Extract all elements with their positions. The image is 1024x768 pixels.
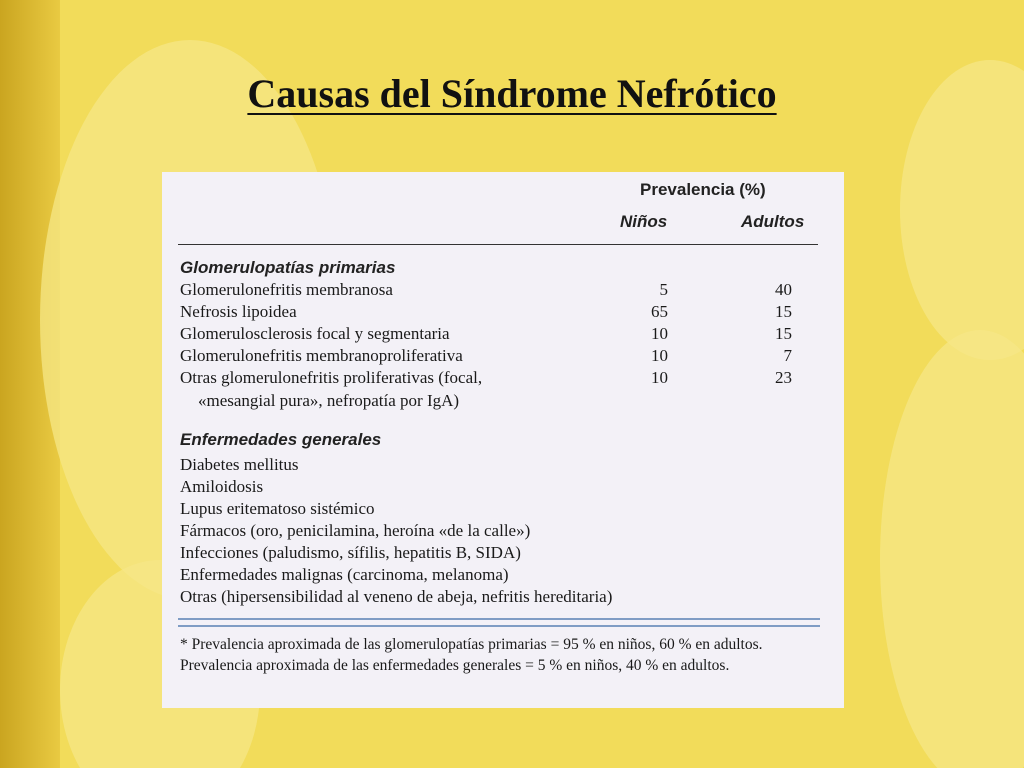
row-children-value: 10	[651, 324, 668, 343]
row-label: Diabetes mellitus	[180, 455, 299, 474]
table-row	[180, 301, 824, 322]
row-label: Lupus eritematoso sistémico	[180, 499, 375, 518]
table-row	[180, 454, 824, 475]
table-row	[180, 542, 824, 563]
section-title-general: Enfermedades generales	[180, 430, 382, 449]
background-shape	[880, 330, 1024, 768]
row-label: Glomerulonefritis membranosa	[180, 280, 393, 299]
table-row	[180, 498, 824, 519]
row-label: Otras glomerulonefritis proliferativas (focal,	[180, 368, 483, 387]
header-adults: Adultos	[741, 212, 805, 231]
slide-title: Causas del Síndrome Nefrótico	[247, 71, 777, 116]
row-adults-value: 7	[783, 346, 792, 365]
table-row	[180, 476, 824, 497]
row-label-continuation: «mesangial pura», nefropatía por IgA)	[198, 391, 460, 410]
prevalence-table	[162, 172, 844, 708]
row-adults-value: 15	[775, 302, 792, 321]
row-adults-value: 40	[775, 280, 792, 299]
row-label: Glomerulonefritis membranoproliferativa	[180, 346, 463, 365]
footnote-divider	[178, 618, 820, 627]
row-adults-value: 23	[775, 368, 792, 387]
row-label: Nefrosis lipoidea	[180, 302, 297, 321]
table-row	[180, 520, 824, 541]
row-label: Enfermedades malignas (carcinoma, melanoma)	[180, 565, 509, 584]
header-prevalence: Prevalencia (%)	[640, 180, 766, 199]
table-row	[180, 367, 824, 388]
row-children-value: 10	[651, 346, 668, 365]
slide-title-container	[0, 70, 1024, 117]
row-label: Otras (hipersensibilidad al veneno de abeja, nefritis hereditaria)	[180, 587, 613, 606]
row-adults-value: 15	[775, 324, 792, 343]
row-children-value: 5	[659, 280, 668, 299]
row-children-value: 65	[651, 302, 668, 321]
footnote: * Prevalencia aproximada de las glomerulopatías primarias = 95 % en niños, 60 % en adultos. Prevalencia aproximada de las enfermedades generales = 5 % en niños, 40 % en adultos.	[180, 636, 763, 674]
section-title-primary: Glomerulopatías primarias	[180, 258, 396, 277]
table-row	[180, 345, 824, 366]
row-label: Amiloidosis	[180, 477, 264, 496]
header-divider	[178, 244, 818, 245]
header-children: Niños	[620, 212, 668, 231]
table-row	[180, 586, 824, 607]
row-label: Glomerulosclerosis focal y segmentaria	[180, 324, 450, 343]
row-label: Fármacos (oro, penicilamina, heroína «de la calle»)	[180, 521, 531, 540]
table-row	[180, 564, 824, 585]
table-row	[180, 279, 824, 300]
table-row	[180, 323, 824, 344]
row-children-value: 10	[651, 368, 668, 387]
row-label: Infecciones (paludismo, sífilis, hepatitis B, SIDA)	[180, 543, 521, 562]
